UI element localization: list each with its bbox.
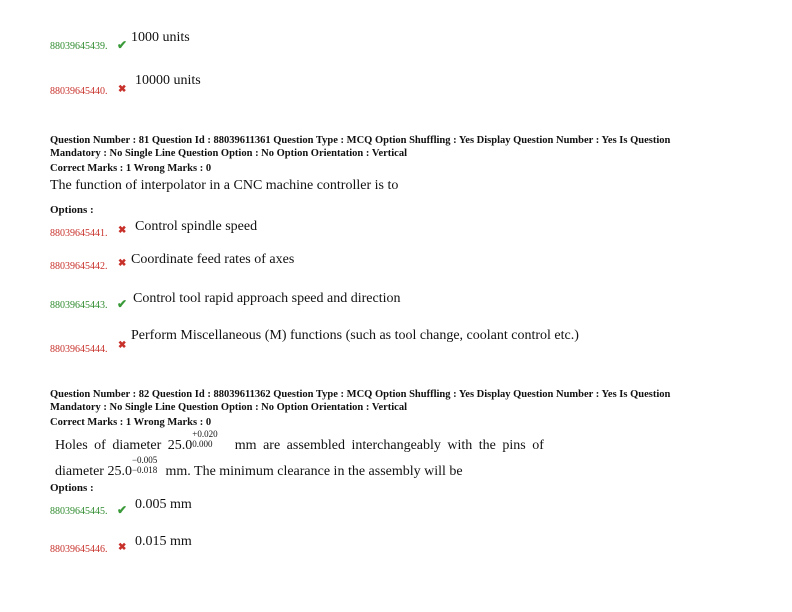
option-text: 1000 units — [131, 30, 190, 45]
option-text: 0.015 mm — [135, 534, 192, 549]
question-text-part: Holes of diameter 25.0 — [55, 438, 193, 453]
check-icon: ✔ — [117, 503, 128, 517]
option-id: 88039645439. — [50, 41, 108, 52]
question-text-line-1 — [55, 429, 544, 454]
check-icon: ✔ — [117, 38, 128, 52]
question-meta: Mandatory : No Single Line Question Option : No Option Orientation : Vertical — [50, 148, 408, 159]
question-text-part: mm. The minimum clearance in the assembly will be — [165, 464, 463, 479]
question-meta: Question Number : 82 Question Id : 88039611362 Question Type : MCQ Option Shuffling : Yes Display Question Number : Yes Is Question — [50, 389, 671, 400]
question-text-part: diameter 25.0 — [55, 464, 132, 479]
question-text: The function of interpolator in a CNC machine controller is to — [50, 178, 399, 193]
pin-tolerance-lower: −0.018 — [131, 465, 158, 475]
option-text: Control tool rapid approach speed and direction — [133, 291, 401, 306]
question-marks: Correct Marks : 1 Wrong Marks : 0 — [50, 163, 212, 174]
option-id: 88039645440. — [50, 86, 108, 97]
check-icon: ✔ — [117, 297, 128, 311]
question-marks: Correct Marks : 1 Wrong Marks : 0 — [50, 417, 212, 428]
pin-tolerance-upper: −0.005 — [131, 455, 158, 465]
hole-tolerance-lower: 0.000 — [192, 439, 213, 449]
hole-tolerance — [192, 429, 222, 449]
cross-icon: ✖ — [118, 84, 127, 95]
question-meta: Question Number : 81 Question Id : 88039611361 Question Type : MCQ Option Shuffling : Yes Display Question Number : Yes Is Question — [50, 135, 671, 146]
options-label: Options : — [50, 482, 94, 494]
hole-tolerance-upper: +0.020 — [192, 429, 218, 439]
option-id: 88039645442. — [50, 261, 108, 272]
cross-icon: ✖ — [118, 225, 127, 236]
option-id: 88039645443. — [50, 300, 108, 311]
cross-icon: ✖ — [118, 542, 127, 553]
option-text: Control spindle speed — [135, 219, 258, 234]
option-text: 10000 units — [135, 73, 201, 88]
question-text-line-2 — [55, 455, 463, 480]
option-id: 88039645445. — [50, 506, 108, 517]
option-id: 88039645441. — [50, 228, 108, 239]
option-id: 88039645446. — [50, 544, 108, 555]
options-label: Options : — [50, 204, 94, 216]
question-text-part: mm are assembled interchangeably with the pins of — [234, 438, 544, 453]
cross-icon: ✖ — [118, 340, 127, 351]
option-text: 0.005 mm — [135, 497, 192, 512]
option-text: Coordinate feed rates of axes — [131, 252, 295, 267]
cross-icon: ✖ — [118, 258, 127, 269]
option-id: 88039645444. — [50, 344, 108, 355]
option-text: Perform Miscellaneous (M) functions (such as tool change, coolant control etc.) — [131, 328, 579, 343]
question-meta: Mandatory : No Single Line Question Option : No Option Orientation : Vertical — [50, 402, 408, 413]
pin-tolerance — [131, 455, 162, 475]
